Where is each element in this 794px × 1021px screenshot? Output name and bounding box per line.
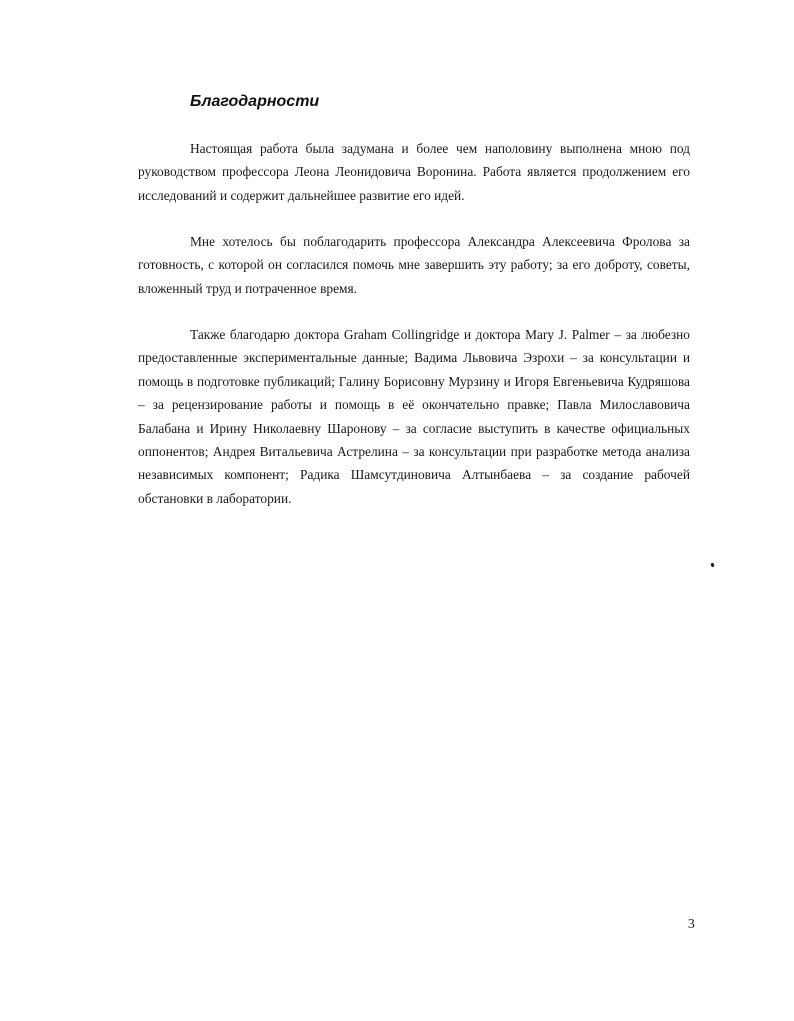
paragraph-2: Мне хотелось бы поблагодарить профессора Александра Алексеевича Фролова за готовность, с которой он согласился помочь мне завершить эту работу; за его доброту, советы, вложенный труд и потраченное время.	[138, 234, 690, 296]
paragraph-1: Настоящая работа была задумана и более чем наполовину выполнена мною под руководством профессора Леона Леонидовича Воронина. Работа является продолжением его исследований и содержит дальнейшее развитие его идей.	[138, 141, 690, 203]
stray-mark	[710, 563, 714, 568]
page-title: Благодарности	[190, 93, 320, 110]
page-number: 3	[688, 916, 695, 931]
paragraph-3: Также благодарю доктора Graham Collingridge и доктора Mary J. Palmer – за любезно предоставленные экспериментальные данные; Вадима Львовича Эзрохи – за консультации и помощь в подготовке публикаций; Галину Борисовну Мурзину и Игоря Евгеньевича Кудряшова – за рецензирование работы и помощь в её окончательно правке; Павла Милославовича Балабана и Ирину Николаевну Шаронову – за согласие выступить в качестве официальных оппонентов; Андрея Витальевича Астрелина – за консультации при разработке метода анализа независимых компонент; Радика Шамсутдиновича Алтынбаева – за создание рабочей обстановки в лаборатории.	[138, 327, 690, 506]
